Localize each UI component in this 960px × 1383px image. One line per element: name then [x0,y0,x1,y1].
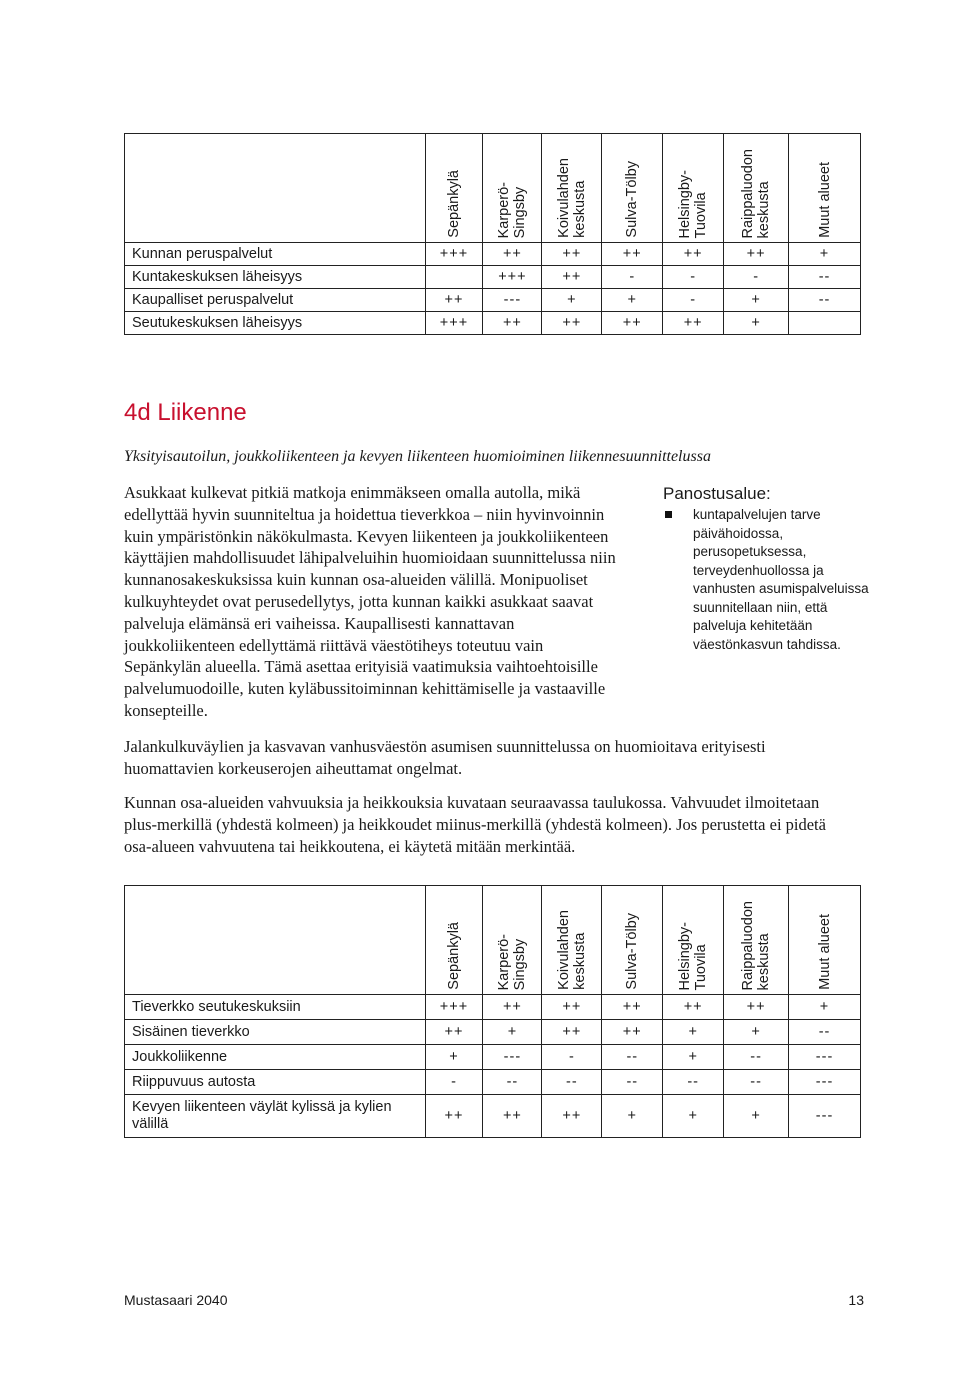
table-header-row [125,134,861,243]
sidebar-text: kuntapalvelujen tarve päivähoidossa, perusopetuksessa, terveydenhuollossa ja vanhusten asumispalveluissa suunnitellaan niin, että palveluja kehitetään väestönkasvun tahdissa. [693,507,869,652]
rating-cell: ++ [663,312,724,335]
rating-cell: + [789,243,861,266]
column-header: Koivulahden keskusta [542,134,602,243]
rating-cell: ++ [542,243,602,266]
rating-cell: + [663,1020,724,1045]
rating-cell: + [724,289,789,312]
rating-cell: -- [542,1070,602,1095]
rating-cell: ++ [602,312,663,335]
row-label: Riippuvuus autosta [125,1070,426,1095]
column-header: Helsingby- Tuovila [663,886,724,995]
rating-cell: ++ [483,243,542,266]
column-header: Muut alueet [789,134,861,243]
bullet-square-icon [665,511,672,518]
rating-cell: --- [483,1045,542,1070]
rating-cell: + [724,312,789,335]
rating-cell: ++ [425,289,483,312]
area-strengths-table-services [124,133,861,335]
rating-cell: --- [483,289,542,312]
table-row [125,289,861,312]
table-header-row [125,886,861,995]
rating-cell [425,266,483,289]
table-corner-cell [125,886,426,995]
column-header: Sulva-Tölby [602,134,663,243]
rating-cell: - [425,1070,483,1095]
column-header: Raippaluodon keskusta [724,134,789,243]
column-header: Karperö- Singsby [483,134,542,243]
rating-cell: ++ [724,243,789,266]
section-subheading: Yksityisautoilun, joukkoliikenteen ja kevyen liikenteen huomioiminen liikennesuunnittelussa [124,448,711,465]
rating-cell: ++ [542,266,602,289]
column-header: Koivulahden keskusta [542,886,602,995]
rating-cell: + [602,1095,663,1138]
rating-cell: ++ [663,243,724,266]
section-heading: 4d Liikenne [124,399,247,426]
rating-cell: ++ [542,1095,602,1138]
rating-cell: - [724,266,789,289]
rating-cell: -- [724,1070,789,1095]
rating-cell: + [542,289,602,312]
row-label: Kuntakeskuksen läheisyys [125,266,426,289]
column-header: Muut alueet [789,886,861,995]
rating-cell: ++ [542,995,602,1020]
rating-cell: + [724,1095,789,1138]
rating-cell: + [425,1045,483,1070]
table-row [125,1020,861,1045]
rating-cell: -- [724,1045,789,1070]
rating-cell: ++ [483,995,542,1020]
rating-cell: - [602,266,663,289]
table-row [125,243,861,266]
rating-cell: -- [789,1020,861,1045]
table-row [125,1070,861,1095]
table-row [125,995,861,1020]
rating-cell [789,312,861,335]
rating-cell: + [602,289,663,312]
row-label: Sisäinen tieverkko [125,1020,426,1045]
rating-cell: - [663,289,724,312]
rating-cell: --- [789,1045,861,1070]
column-header: Sepänkylä [425,886,483,995]
rating-cell: ++ [483,312,542,335]
rating-cell: -- [602,1070,663,1095]
rating-cell: --- [789,1070,861,1095]
rating-cell: ++ [542,312,602,335]
rating-cell: ++ [483,1095,542,1138]
table-corner-cell [125,134,426,243]
row-label: Kevyen liikenteen väylät kylissä ja kylien välillä [125,1095,426,1138]
focus-area-sidebar [663,484,883,654]
rating-cell: --- [789,1095,861,1138]
sidebar-item [663,506,883,654]
rating-cell: -- [789,289,861,312]
body-paragraph: Jalankulkuväylien ja kasvavan vanhusväestön asumisen suunnittelussa on huomioitava erityisesti huomattavien korkeuserojen aiheuttamat ongelmat. [124,737,766,778]
table-row [125,266,861,289]
body-paragraph: Asukkaat kulkevat pitkiä matkoja enimmäkseen omalla autolla, mikä edellyttää hyvin suunniteltua ja hoidettua tieverkkoa – niin hyvinvoinnin kuin ympäristönkin näkökulmasta. Kevyen liikenteen ja joukkoliikenteen käyttäjien mahdollisuudet lähipalveluihin huomioidaan suunnittelussa niin kunnanosakeskuksissa kuin kunnan osa-alueiden välillä. Monipuoliset kulkuyhteydet ovat perusedellytys, jotta kunnan kaikki asukkaat saavat palveluja elämänsä eri vaiheissa. Kaupallisesti kannattavan joukkoliikenteen edellyttämä riittävä väestötiheys toteutuu vain Sepänkylän alueella. Tämä asettaa erityisiä vaatimuksia vaihtoehtoisille palvelumuodoille, kuten kyläbussitoiminnan kehittämiselle ja vastaaville konsepteille. [124,483,616,720]
rating-cell: +++ [425,995,483,1020]
footer-document-title: Mustasaari 2040 [124,1292,228,1308]
rating-cell: + [789,995,861,1020]
column-header: Sulva-Tölby [602,886,663,995]
table-row [125,1095,861,1138]
column-header: Sepänkylä [425,134,483,243]
rating-cell: ++ [602,1020,663,1045]
column-header: Helsingby- Tuovila [663,134,724,243]
rating-cell: ++ [425,1020,483,1045]
rating-cell: ++ [663,995,724,1020]
sidebar-title: Panostusalue: [663,484,771,503]
row-label: Kunnan peruspalvelut [125,243,426,266]
row-label: Kaupalliset peruspalvelut [125,289,426,312]
column-header: Raippaluodon keskusta [724,886,789,995]
rating-cell: + [483,1020,542,1045]
rating-cell: ++ [602,995,663,1020]
rating-cell: +++ [483,266,542,289]
rating-cell: + [663,1045,724,1070]
body-paragraph: Kunnan osa-alueiden vahvuuksia ja heikkouksia kuvataan seuraavassa taulukossa. Vahvuudet ilmoitetaan plus-merkillä (yhdestä kolmeen) ja heikkoudet miinus-merkillä (yhdestä kolmeen). Jos perustetta ei pidetä osa-alueen vahvuutena tai heikkoutena, ei käytetä mitään merkintää. [124,793,826,856]
rating-cell: - [542,1045,602,1070]
rating-cell: + [724,1020,789,1045]
rating-cell: ++ [724,995,789,1020]
column-header: Karperö- Singsby [483,886,542,995]
rating-cell: +++ [425,312,483,335]
area-strengths-table-traffic [124,885,861,1138]
rating-cell: ++ [602,243,663,266]
rating-cell: ++ [542,1020,602,1045]
page-number: 13 [848,1292,864,1308]
rating-cell: + [663,1095,724,1138]
row-label: Joukkoliikenne [125,1045,426,1070]
table-row [125,1045,861,1070]
rating-cell: -- [602,1045,663,1070]
rating-cell: +++ [425,243,483,266]
rating-cell: - [663,266,724,289]
rating-cell: ++ [425,1095,483,1138]
table-row [125,312,861,335]
rating-cell: -- [789,266,861,289]
rating-cell: -- [663,1070,724,1095]
row-label: Seutukeskuksen läheisyys [125,312,426,335]
rating-cell: -- [483,1070,542,1095]
row-label: Tieverkko seutukeskuksiin [125,995,426,1020]
